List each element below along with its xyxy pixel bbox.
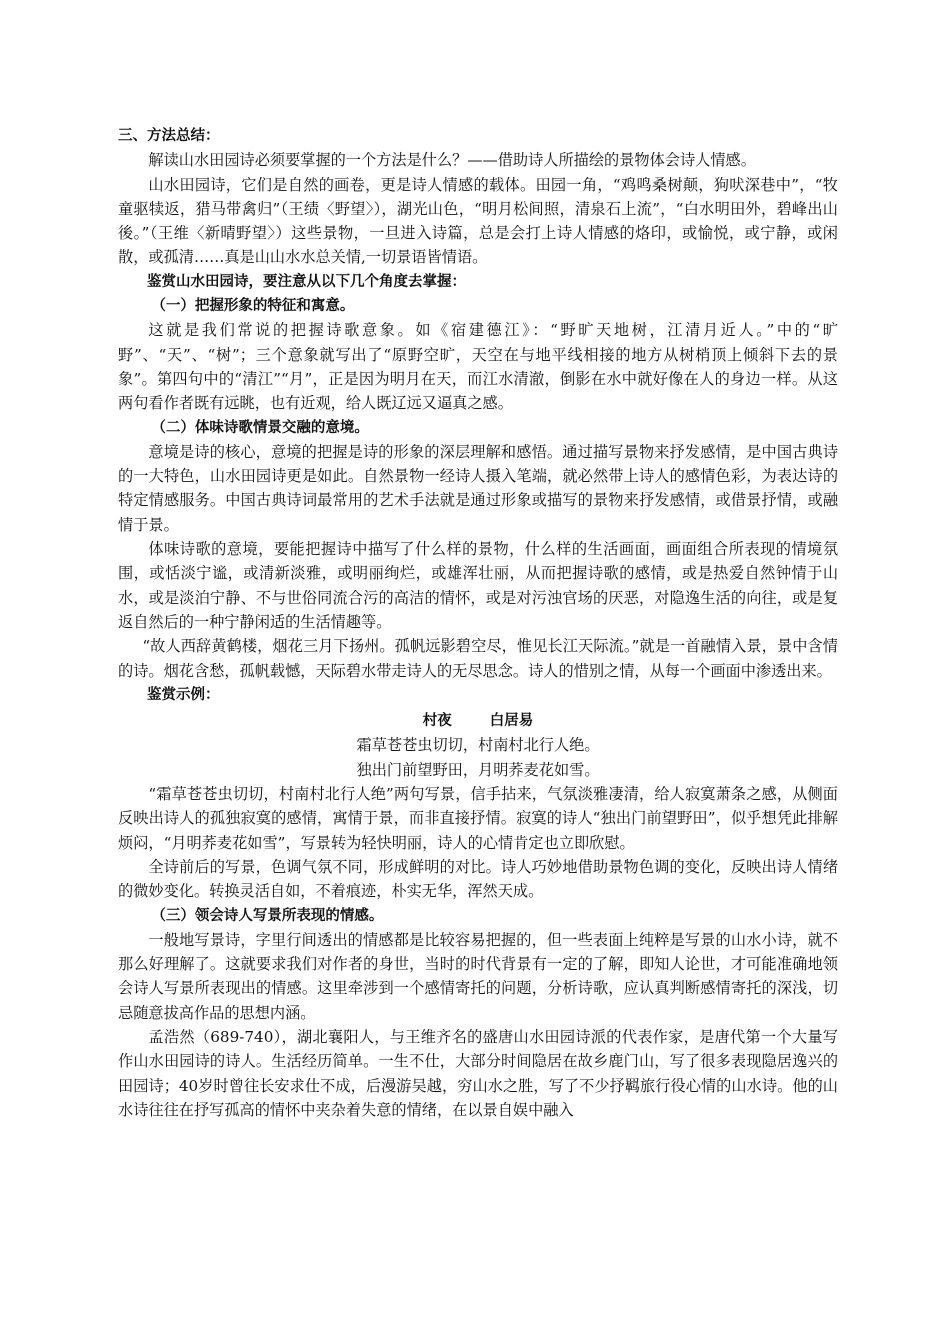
subheading-2: （二）体味诗歌情景交融的意境。 — [151, 419, 369, 436]
poem-author: 白居易 — [489, 713, 534, 730]
poem-line-2: 独出门前望野田，月明荞麦花如雪。 — [356, 760, 600, 779]
section-title: 三、方法总结： — [118, 128, 220, 144]
paragraph-appreciation: 体味诗歌的意境，要能把握诗中描写了什么样的景物，什么样的生活画面，画面组合所表现的情境氛围，或恬淡宁谧，或清新淡雅，或明丽绚烂，或雄浑壮丽，从而把握诗歌的感情，或是热爱自然钟情于山水，或是淡泊宁静、不与世俗同流合污的高洁的情怀，或是对污浊官场的厌恶，对隐逸生活的向往，或是复返自然后的一种宁静闲适的生活情趣等。 — [118, 540, 838, 631]
paragraph-imagery: 这就是我们常说的把握诗歌意象。如《宿建德江》：“野旷天地树，江清月近人。”中的“旷野”、“天”、“树”；三个意象就写出了“原野空旷，天空在与地平线相接的地方从树梢顶上倾斜下去的景象”。第四句中的“清江”“月”，正是因为明月在天，而江水清澈，倒影在水中就好像在人的身边一样。从这两句看作者既有远眺，也有近观，给人既辽远又逼真之感。 — [118, 321, 838, 413]
poem-title-line — [118, 709, 838, 733]
paragraph-contrast: 全诗前后的写景，色调气氛不同，形成鲜明的对比。诗人巧妙地借助景物色调的变化，反映出诗人情绪的微妙变化。转换灵活自如，不着痕迹，朴实无华，浑然天成。 — [118, 857, 838, 901]
main-heading: 鉴赏山水田园诗，要注意从以下几个角度去掌握： — [147, 273, 466, 290]
paragraph-artistic-conception: 意境是诗的核心，意境的把握是诗的形象的深层理解和感悟。通过描写景物来抒发感情，是中国古典诗的一大特色，山水田园诗更是如此。自然景物一经诗人摄入笔端，就必然带上诗人的感情色彩，为表达诗的特定情感服务。中国古典诗词最常用的艺术手法就是通过形象或描写的景物来抒发感情，或借景抒情，或融情于景。 — [118, 442, 838, 534]
document-page — [118, 124, 838, 1122]
paragraph-farewell-poem: “故人西辞黄鹤楼，烟花三月下扬州。孤帆远影碧空尽，惟见长江天际流。”就是一首融情入景，景中含情的诗。烟花含愁，孤帆载憾，天际碧水带走诗人的无尽思念。诗人的惜别之情，从每一个画面中渗透出来。 — [118, 637, 838, 680]
paragraph-method: 解读山水田园诗必须要掌握的一个方法是什么？——借助诗人所描绘的景物体会诗人情感。 — [148, 151, 756, 170]
paragraph-poem-analysis: “霜草苍苍虫切切，村南村北行人绝”两句写景，信手拈来，气氛淡雅凄清，给人寂寞萧条之感，从侧面反映出诗人的孤独寂寞的感情，寓情于景，而非直接抒情。寂寞的诗人“独出门前望野田”，似乎想凭此排解烦闷，“月明荞麦花如雪”，写景转为轻快明丽，诗人的心情肯定也立即欣慰。 — [118, 785, 838, 852]
paragraph-emotion: 一般地写景诗，字里行间透出的情感都是比较容易把握的，但一些表面上纯粹是写景的山水小诗，就不那么好理解了。这就要求我们对作者的身世，当时的时代背景有一定的了解，即知人论世，才可能准确地领会诗人写景所表现出的情感。这里牵涉到一个感情寄托的问题，分析诗歌，应认真判断感情寄托的深浅，切忌随意拔高作品的思想内涵。 — [118, 930, 838, 1022]
subheading-3: （三）领会诗人写景所表现的情感。 — [151, 907, 384, 924]
paragraph-meng-haoran: 孟浩然（689-740），湖北襄阳人，与王维齐名的盛唐山水田园诗派的代表作家，是唐代第一个大量写作山水田园诗的诗人。生活经历简单。一生不仕，大部分时间隐居在故乡鹿门山，写了很多表现隐居逸兴的田园诗；40岁时曾往长安求仕不成，后漫游吴越，穷山水之胜，写了不少抒羁旅行役心情的山水诗。他的山水诗往往在抒写孤高的情怀中夹杂着失意的情绪，在以景自娱中融入 — [118, 1027, 838, 1119]
example-heading: 鉴赏示例： — [147, 686, 220, 703]
poem-title: 村夜 — [422, 713, 452, 730]
subheading-1: （一）把握形象的特征和寓意。 — [151, 298, 355, 315]
poem-line-1: 霜草苍苍虫切切，村南村北行人绝。 — [356, 736, 600, 755]
paragraph-intro: 山水田园诗，它们是自然的画卷，更是诗人情感的载体。田园一角，“鸡鸣桑树颠，狗吠深巷中”，“牧童驱犊返，猎马带禽归”（王绩〈野望〉），湖光山色，“明月松间照，清泉石上流”，“白水明田外，碧峰出山後。”（王维〈新晴野望〉）这些景物，一旦进入诗篇，总是会打上诗人情感的烙印，或愉悦，或宁静，或闲散，或孤清……真是山山水水总关情,一切景语皆情语。 — [118, 175, 838, 267]
